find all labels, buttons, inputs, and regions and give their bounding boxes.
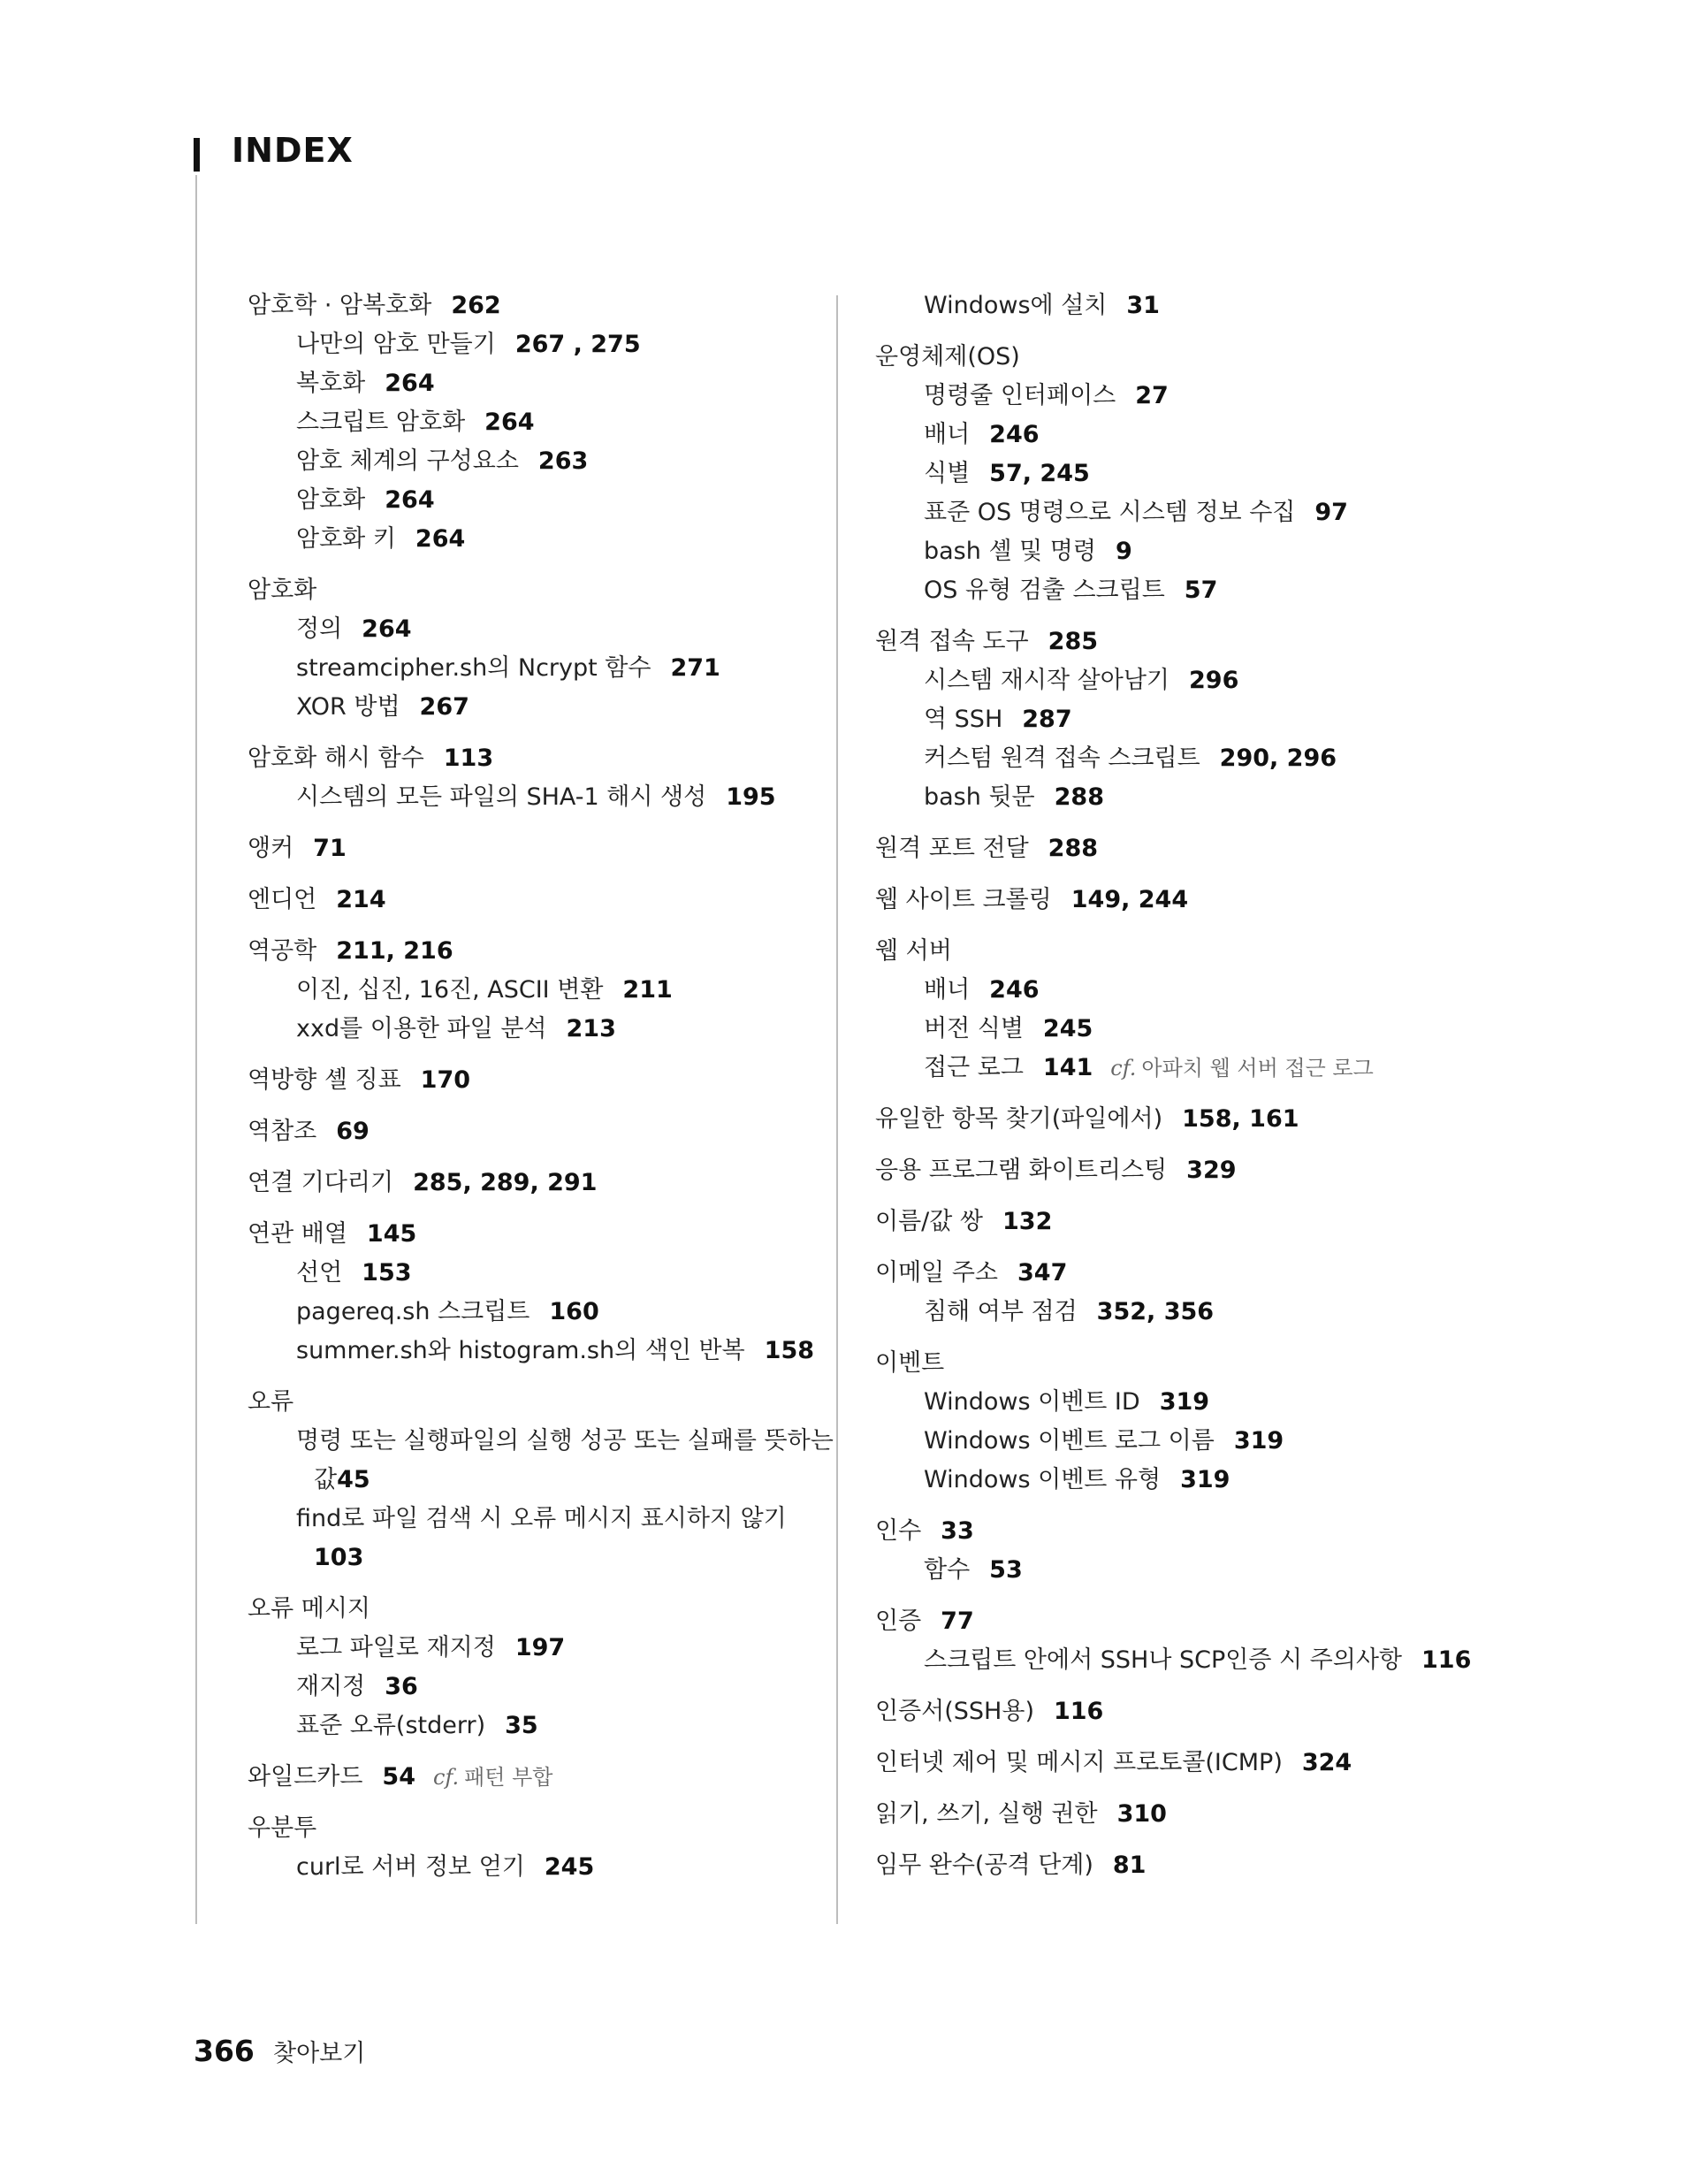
index-main-line — [248, 1383, 813, 1422]
page-reference: 160 — [549, 1298, 599, 1325]
page-reference: 264 — [385, 486, 435, 514]
index-sub-line — [875, 661, 1494, 700]
index-main-line — [248, 571, 813, 610]
page-reference: 290, 296 — [1219, 745, 1337, 772]
index-term: 역참조 — [248, 1118, 317, 1145]
index-term: 복호화 — [296, 370, 366, 397]
index-term: 인증 — [875, 1607, 922, 1635]
index-term: 함수 — [924, 1556, 971, 1584]
index-term: 선언 — [296, 1259, 343, 1287]
page-reference: 285, 289, 291 — [413, 1169, 598, 1196]
index-main-line — [875, 1512, 1494, 1551]
index-main-line — [875, 881, 1494, 920]
index-term: streamcipher.sh의 Ncrypt 함수 — [296, 654, 651, 682]
index-term: 암호화 — [296, 486, 366, 514]
index-sub-line — [875, 1049, 1494, 1088]
index-main-line — [875, 932, 1494, 971]
index-sub-line — [248, 1293, 813, 1332]
index-term: 원격 접속 도구 — [875, 628, 1029, 655]
page-reference: 31 — [1126, 292, 1160, 319]
index-main-line — [248, 1215, 813, 1254]
page-reference: 245 — [1042, 1015, 1093, 1042]
page-reference: 246 — [989, 421, 1040, 448]
index-term: 암호화 해시 함수 — [248, 745, 424, 772]
index-term: 인증서(SSH용) — [875, 1698, 1034, 1725]
index-term: 표준 OS 명령으로 시스템 정보 수집 — [924, 499, 1296, 526]
page-reference: 352, 356 — [1096, 1298, 1215, 1325]
page-reference: 288 — [1054, 783, 1104, 811]
index-sub-line — [875, 1461, 1494, 1500]
index-term: curl로 서버 정보 얻기 — [296, 1853, 525, 1881]
index-sub-line — [248, 1539, 813, 1577]
index-sub-line — [248, 778, 813, 817]
index-entry — [875, 1692, 1494, 1731]
cf-mark: cf. — [1110, 1056, 1137, 1081]
index-term: 시스템의 모든 파일의 SHA-1 해시 생성 — [296, 783, 707, 811]
page-reference: 245 — [544, 1853, 595, 1881]
index-entry — [248, 829, 813, 868]
index-main-line — [875, 1254, 1494, 1293]
page-reference: 287 — [1022, 706, 1072, 733]
page-reference: 288 — [1048, 835, 1099, 862]
index-term: 이진, 십진, 16진, ASCII 변환 — [296, 976, 604, 1004]
index-sub-line — [248, 1254, 813, 1293]
left-margin-rule — [195, 175, 197, 1924]
index-sub-line — [248, 688, 813, 727]
index-term: Windows 이벤트 로그 이름 — [924, 1427, 1215, 1455]
index-term: summer.sh와 histogram.sh의 색인 반복 — [296, 1337, 745, 1364]
page-reference: 310 — [1116, 1800, 1167, 1828]
page-reference: 27 — [1135, 382, 1169, 409]
index-entry — [248, 286, 813, 559]
page-reference: 113 — [443, 745, 494, 772]
index-sub-line — [875, 778, 1494, 817]
page-reference: 53 — [989, 1556, 1023, 1584]
cf-mark: cf. — [433, 1765, 460, 1790]
index-entry — [875, 1151, 1494, 1190]
page-reference: 319 — [1233, 1427, 1284, 1455]
column-divider — [836, 295, 838, 1924]
index-term: 웹 서버 — [875, 937, 952, 965]
page-reference: 211, 216 — [336, 937, 453, 965]
index-term: 역공학 — [248, 937, 317, 965]
index-term: XOR 방법 — [296, 693, 400, 721]
page-reference: 158, 161 — [1182, 1105, 1299, 1133]
cf-target: 아파치 웹 서버 접근 로그 — [1141, 1056, 1374, 1081]
page-reference: 69 — [336, 1118, 370, 1145]
page-reference: 264 — [484, 409, 535, 436]
index-term: 식별 — [924, 460, 971, 487]
page-reference: 33 — [941, 1517, 974, 1545]
page-reference: 262 — [451, 292, 501, 319]
page-title: INDEX — [232, 131, 354, 170]
page-reference: 213 — [566, 1015, 616, 1042]
index-term: 암호화 — [248, 577, 317, 604]
index-sub-line — [875, 700, 1494, 739]
index-term: 오류 — [248, 1388, 294, 1416]
index-sub-line — [875, 1641, 1494, 1680]
index-term: 웹 사이트 크롤링 — [875, 886, 1052, 913]
index-sub-line — [248, 971, 813, 1010]
page-reference: 36 — [385, 1673, 418, 1700]
page-reference: 116 — [1053, 1698, 1104, 1725]
page-reference: 57, 245 — [989, 460, 1090, 487]
page-reference: 116 — [1421, 1646, 1472, 1674]
index-main-line — [875, 829, 1494, 868]
index-entry — [875, 1602, 1494, 1680]
index-main-line — [248, 1758, 813, 1797]
index-entry — [875, 1795, 1494, 1834]
index-sub-line — [248, 403, 813, 442]
index-sub-line — [248, 481, 813, 520]
index-term: 접근 로그 — [924, 1054, 1024, 1081]
index-entry — [248, 1383, 834, 1577]
index-sub-line — [248, 1461, 813, 1500]
index-entry — [248, 1590, 813, 1745]
index-term: 침해 여부 점검 — [924, 1298, 1078, 1325]
page-reference: 45 — [337, 1466, 370, 1493]
index-sub-line — [875, 571, 1494, 610]
page-reference: 153 — [362, 1259, 412, 1287]
index-sub-line — [248, 1500, 813, 1539]
index-sub-line — [248, 1332, 813, 1371]
page-reference: 324 — [1301, 1749, 1352, 1776]
index-sub-line — [875, 377, 1494, 416]
index-term: 재지정 — [296, 1673, 366, 1700]
page-reference: 347 — [1017, 1259, 1068, 1287]
index-term: 연관 배열 — [248, 1220, 347, 1248]
index-main-line — [875, 1344, 1494, 1383]
index-sub-line — [248, 520, 813, 559]
index-term: 배너 — [924, 976, 971, 1004]
page-reference: 319 — [1180, 1466, 1230, 1493]
page-reference: 54 — [382, 1763, 415, 1791]
index-term: 인터넷 제어 및 메시지 프로토콜(ICMP) — [875, 1749, 1283, 1776]
index-entry — [875, 829, 1494, 868]
index-term: 운영체제(OS) — [875, 343, 1020, 370]
index-term: 표준 오류(stderr) — [296, 1712, 486, 1739]
index-entry — [248, 932, 813, 1049]
index-sub-line — [875, 971, 1494, 1010]
index-term: 이름/값 쌍 — [875, 1208, 984, 1235]
index-main-line — [875, 338, 1494, 377]
index-entry — [248, 1112, 813, 1151]
index-entry — [875, 286, 1494, 325]
page-reference: 267 — [419, 693, 469, 721]
page-reference: 170 — [420, 1066, 471, 1094]
page-reference: 57 — [1184, 577, 1218, 604]
index-term: 역 SSH — [924, 706, 1003, 733]
index-entry — [248, 1215, 813, 1371]
index-entry — [875, 1846, 1494, 1885]
index-term: 명령 또는 실행파일의 실행 성공 또는 실패를 뜻하는 — [296, 1427, 834, 1455]
index-term: 암호화 키 — [296, 525, 396, 553]
page-footer — [194, 2034, 365, 2068]
page-reference: 246 — [989, 976, 1040, 1004]
index-main-line — [875, 1795, 1494, 1834]
index-entry — [248, 739, 813, 817]
index-main-line — [248, 881, 813, 920]
index-sub-line — [248, 442, 813, 481]
page-reference: 263 — [537, 447, 589, 475]
index-term: 시스템 재시작 살아남기 — [924, 667, 1169, 694]
index-main-line — [248, 286, 813, 325]
index-sub-line — [875, 286, 1494, 325]
index-sub-line — [875, 493, 1494, 532]
page-reference: 132 — [1002, 1208, 1053, 1235]
index-sub-line — [248, 1010, 813, 1049]
index-sub-line — [248, 610, 813, 649]
page-number: 366 — [194, 2034, 255, 2068]
index-sub-line — [875, 739, 1494, 778]
index-main-line — [248, 1590, 813, 1629]
page-reference: 103 — [314, 1544, 364, 1571]
index-main-line — [875, 1100, 1494, 1139]
index-term: 역방향 셸 징표 — [248, 1066, 401, 1094]
index-entry — [248, 1061, 813, 1100]
page-reference: 264 — [385, 370, 435, 397]
index-term: 로그 파일로 재지정 — [296, 1634, 496, 1661]
index-entry — [248, 571, 813, 727]
index-term: 스크립트 안에서 SSH나 SCP인증 시 주의사항 — [924, 1646, 1402, 1674]
index-term: OS 유형 검출 스크립트 — [924, 577, 1165, 604]
index-sub-line — [875, 532, 1494, 571]
index-sub-line — [248, 1668, 813, 1707]
index-entry — [248, 1758, 813, 1797]
page-reference: 271 — [670, 654, 720, 682]
page-reference: 149, 244 — [1070, 886, 1189, 913]
index-term: 나만의 암호 만들기 — [296, 331, 496, 358]
page-reference: 267 , 275 — [514, 331, 641, 358]
page-reference: 9 — [1115, 538, 1132, 565]
index-term: 정의 — [296, 615, 343, 643]
page-reference: 77 — [941, 1607, 974, 1635]
index-term: 버전 식별 — [924, 1015, 1024, 1042]
index-entry — [875, 338, 1494, 610]
index-entry — [248, 1164, 813, 1203]
index-sub-line — [875, 1010, 1494, 1049]
page-reference: 211 — [622, 976, 673, 1004]
index-column-right — [875, 286, 1494, 1898]
index-main-line — [248, 829, 813, 868]
index-main-line — [248, 1112, 813, 1151]
index-entry — [875, 1344, 1494, 1500]
index-term: xxd를 이용한 파일 분석 — [296, 1015, 547, 1042]
page-reference: 214 — [336, 886, 386, 913]
page-reference: 197 — [514, 1634, 566, 1661]
index-term: pagereq.sh 스크립트 — [296, 1298, 530, 1325]
page-reference: 35 — [505, 1712, 538, 1739]
index-term: 이벤트 — [875, 1349, 945, 1377]
page-reference: 264 — [415, 525, 466, 553]
index-term: 스크립트 암호화 — [296, 409, 466, 436]
index-term: 값 — [314, 1466, 338, 1493]
page-reference: 195 — [726, 783, 776, 811]
index-sub-line — [248, 1629, 813, 1668]
index-sub-line — [875, 1551, 1494, 1590]
page-reference: 296 — [1189, 667, 1239, 694]
page-reference: 141 — [1042, 1054, 1093, 1081]
index-main-line — [248, 1061, 813, 1100]
index-term: find로 파일 검색 시 오류 메시지 표시하지 않기 — [296, 1505, 787, 1532]
index-term: Windows에 설치 — [924, 292, 1108, 319]
index-sub-line — [248, 325, 813, 364]
index-term: 읽기, 쓰기, 실행 권한 — [875, 1800, 1098, 1828]
index-entry — [875, 881, 1494, 920]
index-term: 임무 완수(공격 단계) — [875, 1852, 1093, 1879]
index-term: 암호학 · 암복호화 — [248, 292, 432, 319]
page-reference: 81 — [1112, 1852, 1147, 1879]
page-reference: 71 — [313, 835, 347, 862]
page-reference: 158 — [764, 1337, 815, 1364]
index-sub-line — [248, 1422, 834, 1461]
index-term: Windows 이벤트 유형 — [924, 1466, 1162, 1493]
index-entry — [875, 1203, 1494, 1241]
index-main-line — [248, 1809, 813, 1848]
index-main-line — [875, 1692, 1494, 1731]
index-term: 원격 포트 전달 — [875, 835, 1029, 862]
cross-reference — [433, 1765, 552, 1790]
index-main-line — [248, 932, 813, 971]
index-entry — [875, 1512, 1494, 1590]
index-main-line — [875, 1602, 1494, 1641]
index-main-line — [248, 1164, 813, 1203]
heading-bar — [194, 138, 200, 172]
page-reference: 264 — [362, 615, 412, 643]
index-entry — [875, 622, 1494, 817]
index-sub-line — [875, 454, 1494, 493]
index-term: 앵커 — [248, 835, 294, 862]
index-term: Windows 이벤트 ID — [924, 1388, 1140, 1416]
index-sub-line — [875, 416, 1494, 454]
cross-reference — [1110, 1056, 1373, 1081]
index-term: 유일한 항목 찾기(파일에서) — [875, 1105, 1163, 1133]
index-term: 우분투 — [248, 1814, 317, 1842]
index-main-line — [875, 1846, 1494, 1885]
page-reference: 329 — [1186, 1157, 1237, 1184]
footer-label: 찾아보기 — [272, 2040, 366, 2067]
index-term: 이메일 주소 — [875, 1259, 998, 1287]
index-sub-line — [248, 1848, 813, 1887]
index-main-line — [248, 739, 813, 778]
page-reference: 145 — [366, 1220, 417, 1248]
index-term: 배너 — [924, 421, 971, 448]
index-entry — [248, 1809, 813, 1887]
index-term: 명령줄 인터페이스 — [924, 382, 1116, 409]
index-term: bash 셸 및 명령 — [924, 538, 1096, 565]
index-sub-line — [248, 1707, 813, 1745]
index-sub-line — [875, 1293, 1494, 1332]
index-entry — [248, 881, 813, 920]
index-main-line — [875, 1744, 1494, 1783]
index-term: 엔디언 — [248, 886, 317, 913]
cf-target: 패턴 부합 — [464, 1765, 553, 1790]
page-reference: 319 — [1159, 1388, 1210, 1416]
index-sub-line — [248, 649, 813, 688]
index-column-left — [248, 286, 834, 1899]
index-entry — [875, 1254, 1494, 1332]
page-reference: 97 — [1314, 499, 1348, 526]
index-main-line — [875, 1151, 1494, 1190]
index-sub-line — [875, 1422, 1494, 1461]
index-term: bash 뒷문 — [924, 783, 1035, 811]
index-sub-line — [875, 1383, 1494, 1422]
index-term: 와일드카드 — [248, 1763, 363, 1791]
index-entry — [875, 1100, 1494, 1139]
index-main-line — [875, 1203, 1494, 1241]
index-sub-line — [248, 364, 813, 403]
page-reference: 285 — [1048, 628, 1099, 655]
index-term: 암호 체계의 구성요소 — [296, 447, 519, 475]
index-term: 인수 — [875, 1517, 922, 1545]
index-entry — [875, 1744, 1494, 1783]
index-main-line — [875, 622, 1494, 661]
index-entry — [875, 932, 1494, 1088]
index-term: 커스텀 원격 접속 스크립트 — [924, 745, 1200, 772]
index-term: 연결 기다리기 — [248, 1169, 394, 1196]
index-term: 오류 메시지 — [248, 1595, 370, 1623]
index-term: 응용 프로그램 화이트리스팅 — [875, 1157, 1168, 1184]
